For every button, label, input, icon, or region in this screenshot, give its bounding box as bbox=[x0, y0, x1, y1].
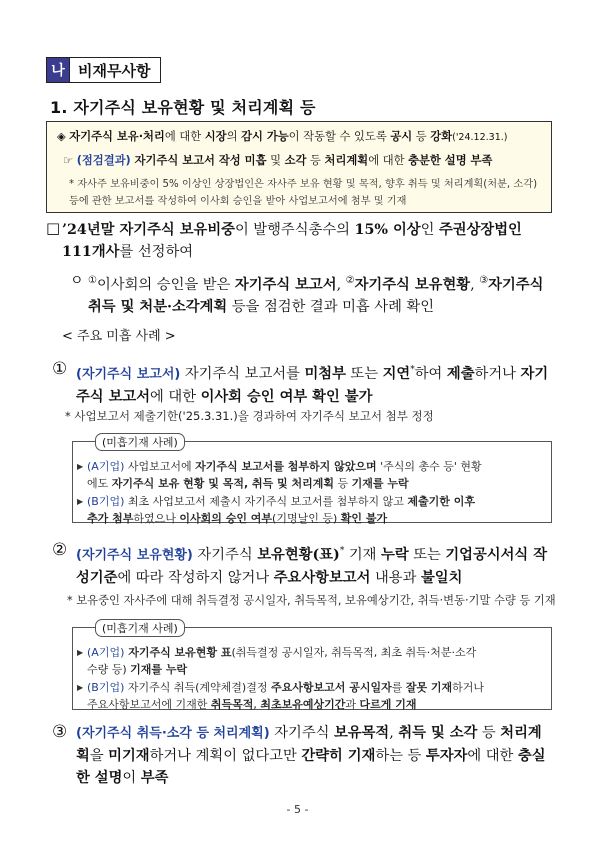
summary-box bbox=[46, 121, 552, 213]
cases-title: < 주요 미흡 사례 > bbox=[62, 329, 176, 344]
example-line: 에도 자기주식 보유 현황 및 목적, 취득 및 처리계획 등 기재를 누락 bbox=[87, 477, 409, 490]
example-line: 추가 첨부하였으나 이사회의 승인 여부(기명날인 등) 확인 불가 bbox=[87, 512, 388, 525]
example-line: ▶ (B기업) 최초 사업보고서 제출시 자기주식 보고서를 첨부하지 않고 제출기한 이후 bbox=[77, 493, 547, 511]
example-line: 수량 등) 기재를 누락 bbox=[87, 663, 188, 676]
paragraph-1: ’24년말 자기주식 보유비중이 발행주식총수의 15% 이상인 주권상장법인 111개사를 선정하여 bbox=[62, 222, 522, 260]
summary-line-2: ☞ (점검결과) 자기주식 보고서 작성 미흡 및 소각 등 처리계획에 대한 충분한 설명 부족 bbox=[63, 154, 493, 167]
example-line: ▶ (A기업) 자기주식 보유현황 표(취득결정 공시일자, 취득목적, 최초 취득·처분·소각 bbox=[77, 644, 547, 662]
page-number: - 5 - bbox=[286, 803, 309, 816]
item-2-note: * 보유중인 자사주에 대해 취득결정 공시일자, 취득목적, 보유예상기간, 취득·변동·기말 수량 등 기재 bbox=[67, 594, 556, 607]
item-1-text: (자기주식 보고서) 자기주식 보고서를 미첨부 또는 지연*하여 제출하거나 자기주식 보고서에 대한 이사회 승인 여부 확인 불가 bbox=[76, 365, 549, 405]
example-line: ▶ (A기업) 사업보고서에 자기주식 보고서를 첨부하지 않았으며 '주식의 총수 등' 현황 bbox=[77, 458, 547, 476]
section-title: 비재무사항 bbox=[70, 57, 161, 83]
example-line: 주요사항보고서에 기재한 취득목적, 최초보유예상기간과 다르게 기재 bbox=[87, 698, 417, 711]
item-2-text: (자기주식 보유현황) 자기주식 보유현황(표)* 기재 누락 또는 기업공시서식 작성기준에 따라 작성하지 않거나 주요사항보고서 내용과 불일치 bbox=[76, 546, 548, 586]
example-line: ▶ (B기업) 자기주식 취득(계약체결)결정 주요사항보고서 공시일자를 잘못 기재하거나 bbox=[77, 679, 547, 697]
circle-bullet: ㅇ bbox=[70, 273, 84, 289]
triangle-bullet-icon: ▶ bbox=[77, 683, 84, 692]
summary-line-1: ◈ 자기주식 보유·처리에 대한 시장의 감시 가능이 작동할 수 있도록 공시 등 강화('24.12.31.) bbox=[57, 130, 508, 143]
triangle-bullet-icon: ▶ bbox=[77, 648, 84, 657]
item-3-number: ③ bbox=[52, 722, 68, 742]
item-1-note: * 사업보고서 제출기한('25.3.31.)을 경과하여 자기주식 보고서 첨부 정정 bbox=[65, 409, 434, 423]
example-box-1 bbox=[72, 436, 552, 525]
example-box-2 bbox=[72, 622, 552, 711]
summary-note: * 자사주 보유비중이 5% 이상인 상장법인은 자사주 보유 현황 및 목적, 향후 취득 및 처리계획(처분, 소각) 등에 관한 보고서를 작성하여 이사회 승인을 받아 사업보고서에 첨부 및 기재 bbox=[69, 179, 538, 207]
example-box-label: (미흡기재 사례) bbox=[95, 433, 185, 451]
paragraph-2: ①이사회의 승인을 받은 자기주식 보고서, ②자기주식 보유현황, ③자기주식 취득 및 처분·소각계획 등을 점검한 결과 미흡 사례 확인 bbox=[88, 275, 544, 315]
triangle-bullet-icon: ▶ bbox=[77, 462, 84, 471]
item-1-number: ① bbox=[52, 359, 68, 379]
page-heading: 1. 자기주식 보유현황 및 처리계획 등 bbox=[50, 98, 316, 117]
item-3-text: (자기주식 취득·소각 등 처리계획) 자기주식 보유목적, 취득 및 소각 등 처리계획을 미기재하거나 계획이 없다고만 간략히 기재하는 등 투자자에 대한 충실한 설명이 부족 bbox=[76, 725, 546, 786]
item-2-number: ② bbox=[52, 540, 68, 560]
section-header bbox=[46, 57, 161, 83]
triangle-bullet-icon: ▶ bbox=[77, 497, 84, 506]
example-box-label: (미흡기재 사례) bbox=[95, 619, 185, 637]
section-letter: 나 bbox=[46, 57, 70, 83]
square-bullet: □ bbox=[46, 219, 61, 237]
